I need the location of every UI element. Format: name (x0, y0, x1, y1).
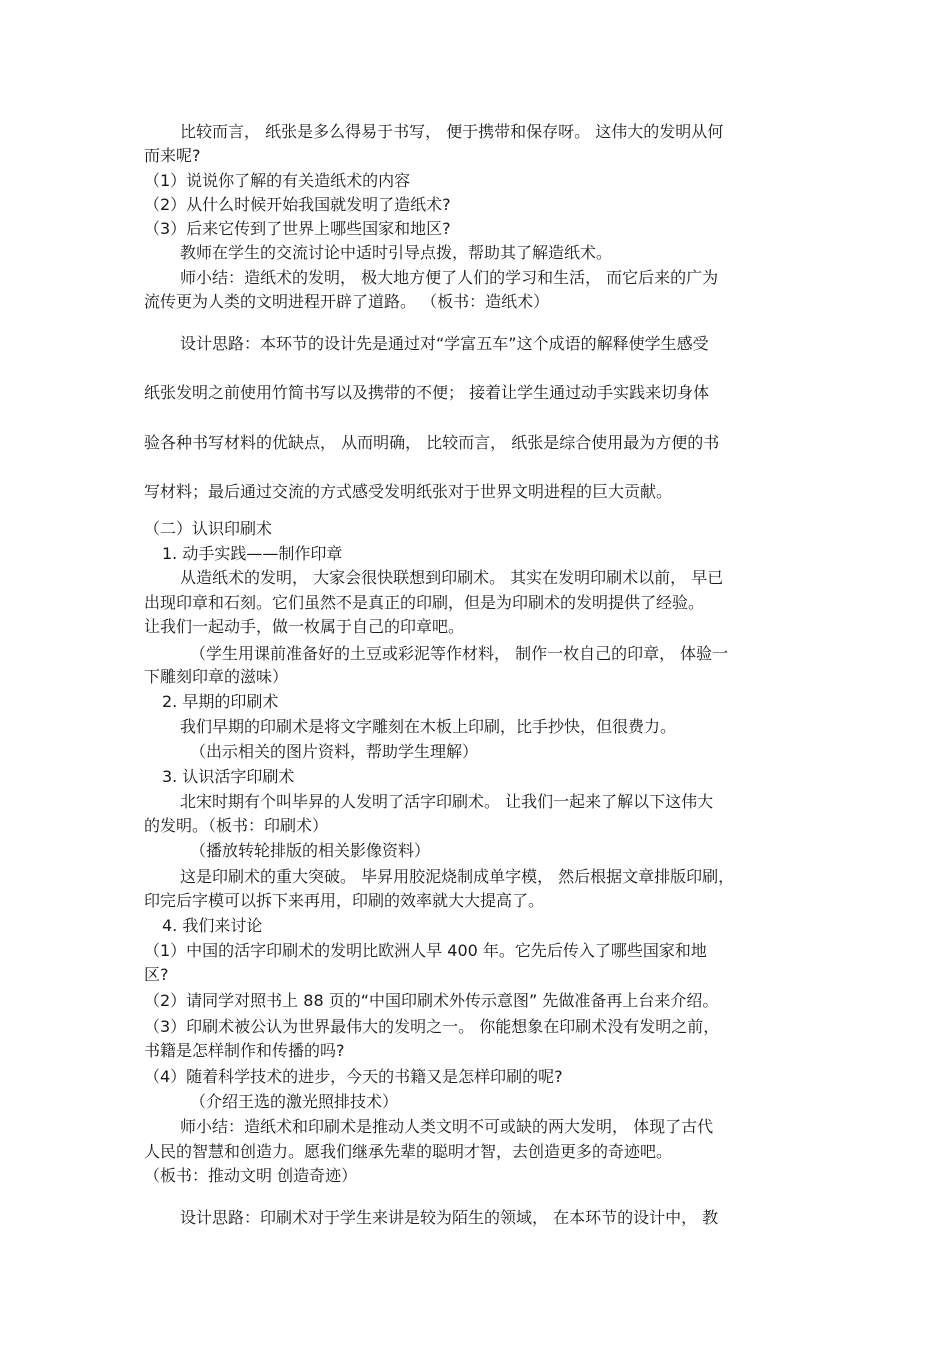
text-line: 人民的智慧和创造力。愿我们继承先辈的聪明才智，去创造更多的奇迹吧。 (144, 1142, 673, 1161)
text-line: （学生用课前准备好的土豆或彩泥等作材料， 制作一枚自己的印章， 体验一 (190, 644, 729, 663)
design-note-line: 设计思路：印刷术对于学生来讲是较为陌生的领域， 在本环节的设计中， 教 (180, 1208, 719, 1227)
text-line: （4）随着科学技术的进步，今天的书籍又是怎样印刷的呢? (144, 1067, 563, 1086)
text-line: （介绍王选的激光照排技术） (190, 1092, 399, 1111)
text-line: （3）印刷术被公认为世界最伟大的发明之一。 你能想象在印刷术没有发明之前， (144, 1017, 720, 1036)
design-note-line: 写材料；最后通过交流的方式感受发明纸张对于世界文明进程的巨大贡献。 (144, 482, 673, 501)
text-line: 流传更为人类的文明进程开辟了道路。 （板书：造纸术） (144, 292, 550, 311)
text-line: （2）从什么时候开始我国就发明了造纸术? (144, 195, 451, 214)
text-line: 教师在学生的交流讨论中适时引导点拨，帮助其了解造纸术。 (180, 243, 613, 262)
text-line: 书籍是怎样制作和传播的吗? (144, 1041, 345, 1060)
text-line: 师小结：造纸术的发明， 极大地方便了人们的学习和生活， 而它后来的广为 (180, 268, 719, 287)
text-line: 区? (144, 965, 169, 984)
text-line: 比较而言， 纸张是多么得易于书写， 便于携带和保存呀。 这伟大的发明从何 (180, 122, 724, 141)
section-heading: （二）认识印刷术 (144, 519, 273, 538)
text-line: 印完后字模可以拆下来再用，印刷的效率就大大提高了。 (144, 891, 545, 910)
text-line: 而来呢? (144, 146, 201, 165)
text-line: （板书：推动文明 创造奇迹） (144, 1166, 358, 1185)
text-line: 这是印刷术的重大突破。 毕昇用胶泥烧制成单字模， 然后根据文章排版印刷， (180, 867, 735, 886)
text-line: （3）后来它传到了世界上哪些国家和地区? (144, 219, 451, 238)
text-line: 下雕刻印章的滋味） (144, 667, 289, 686)
text-line: 从造纸术的发明， 大家会很快联想到印刷术。 其实在发明印刷术以前， 早已 (180, 568, 724, 587)
subsection-heading: 2. 早期的印刷术 (162, 692, 279, 711)
design-note-line: 设计思路：本环节的设计先是通过对“学富五车”这个成语的解释使学生感受 (180, 334, 709, 353)
text-line: （1）中国的活字印刷术的发明比欧洲人早 400 年。它先后传入了哪些国家和地 (144, 941, 707, 960)
design-note-line: 纸张发明之前使用竹简书写以及携带的不便； 接着让学生通过动手实践来切身体 (144, 383, 710, 402)
text-line: 让我们一起动手，做一枚属于自己的印章吧。 (144, 617, 465, 636)
text-line: 我们早期的印刷术是将文字雕刻在木板上印刷，比手抄快，但很费力。 (180, 717, 677, 736)
text-line: （出示相关的图片资料，帮助学生理解） (190, 742, 479, 761)
text-line: 出现印章和石刻。它们虽然不是真正的印刷，但是为印刷术的发明提供了经验。 (144, 593, 705, 612)
text-line: （1）说说你了解的有关造纸术的内容 (144, 171, 411, 190)
design-note-line: 验各种书写材料的优缺点， 从而明确， 比较而言， 纸张是综合使用最为方便的书 (144, 433, 720, 452)
subsection-heading: 4. 我们来讨论 (162, 916, 263, 935)
text-line: 北宋时期有个叫毕昇的人发明了活字印刷术。 让我们一起来了解以下这伟大 (180, 792, 714, 811)
subsection-heading: 3. 认识活字印刷术 (162, 767, 295, 786)
text-line: 的发明。（板书：印刷术） (144, 816, 329, 835)
subsection-heading: 1. 动手实践——制作印章 (162, 544, 343, 563)
text-line: （2）请同学对照书上 88 页的“中国印刷术外传示意图” 先做准备再上台来介绍。 (144, 991, 719, 1010)
text-line: （播放转轮排版的相关影像资料） (190, 841, 431, 860)
text-line: 师小结：造纸术和印刷术是推动人类文明不可或缺的两大发明， 体现了古代 (180, 1117, 714, 1136)
